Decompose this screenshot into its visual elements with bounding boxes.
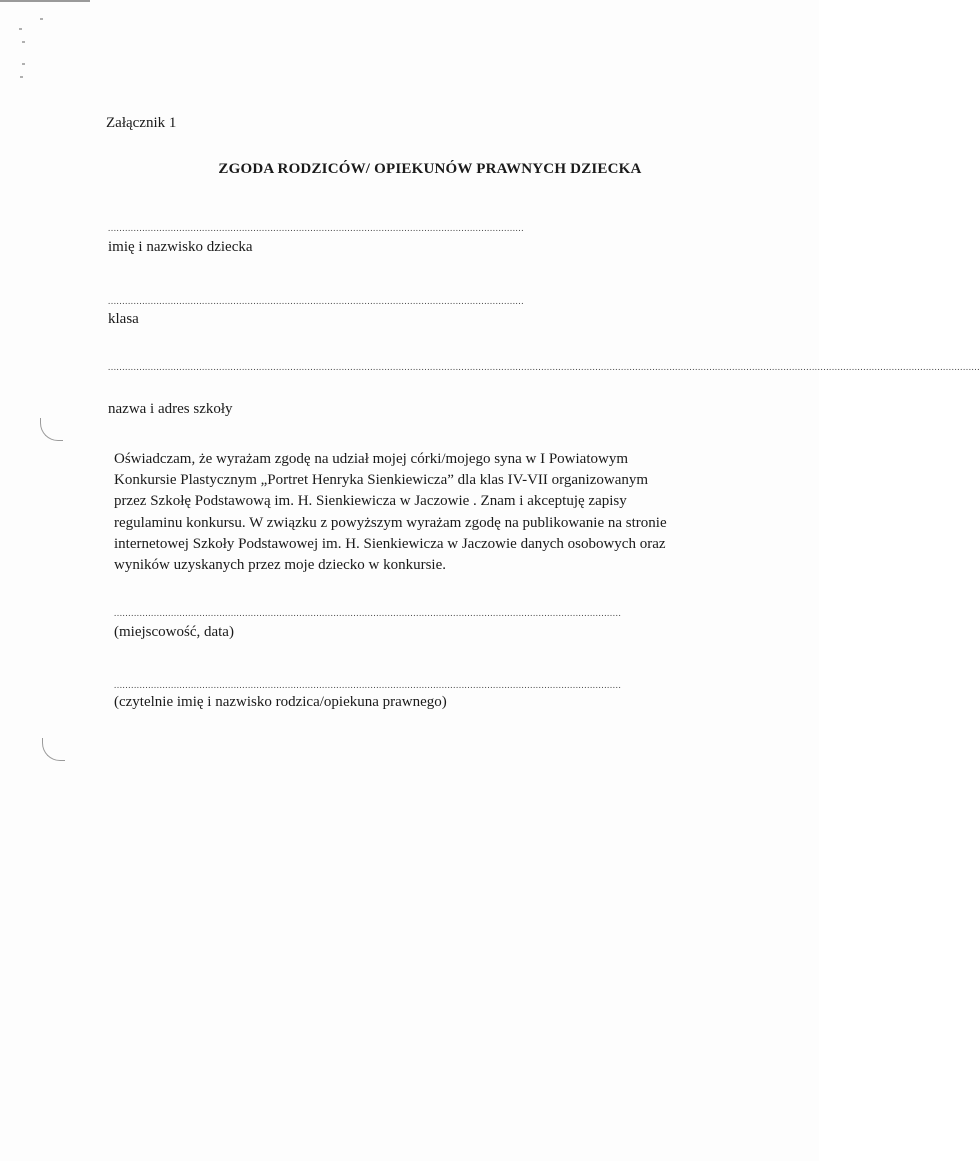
class-dotted-line: .................................................................................................................................................. [108,296,525,306]
declaration-line: Konkursie Plastycznym „Portret Henryka Sienkiewicza” dla klas IV-VII organizowanym [114,472,649,489]
place-date-label: (miejscowość, data) [114,624,234,640]
annex-label: Załącznik 1 [106,115,177,131]
scan-speck [22,63,25,65]
declaration-paragraph [114,449,734,576]
parent-signature-label: (czytelnie imię i nazwisko rodzica/opiekuna prawnego) [114,694,447,710]
scan-edge-line [0,0,90,2]
scan-speck [19,28,22,30]
class-label: klasa [108,311,139,327]
scan-speck [20,76,23,78]
declaration-line: przez Szkołę Podstawową im. H. Sienkiewicza w Jaczowie . Znam i akceptuję zapisy [114,493,627,510]
scan-speck [22,41,25,43]
parent-signature-dotted-line: .................................................................................................................................................................................. [114,680,622,690]
punch-hole-mark [42,738,65,761]
declaration-line: Oświadczam, że wyrażam zgodę na udział mojej córki/mojego syna w I Powiatowym [114,451,629,467]
document-title: ZGODA RODZICÓW/ OPIEKUNÓW PRAWNYCH DZIECKA [218,161,642,177]
school-label: nazwa i adres szkoły [108,401,233,417]
punch-hole-mark [40,418,63,441]
declaration-line: regulaminu konkursu. W związku z powyższym wyrażam zgodę na publikowanie na stronie [114,514,667,531]
scan-speck [40,18,43,20]
place-date-dotted-line: .................................................................................................................................................................................. [114,608,622,618]
child-name-label: imię i nazwisko dziecka [108,239,253,255]
declaration-line: internetowej Szkoły Podstawowej im. H. Sienkiewicza w Jaczowie danych osobowych oraz [114,535,666,552]
school-dotted-line: .................................................................................................................................................................................................................................................................................................................. [108,362,980,372]
declaration-line: wyników uzyskanych przez moje dziecko w konkursie. [114,557,446,574]
child-name-dotted-line: .................................................................................................................................................. [108,223,525,233]
